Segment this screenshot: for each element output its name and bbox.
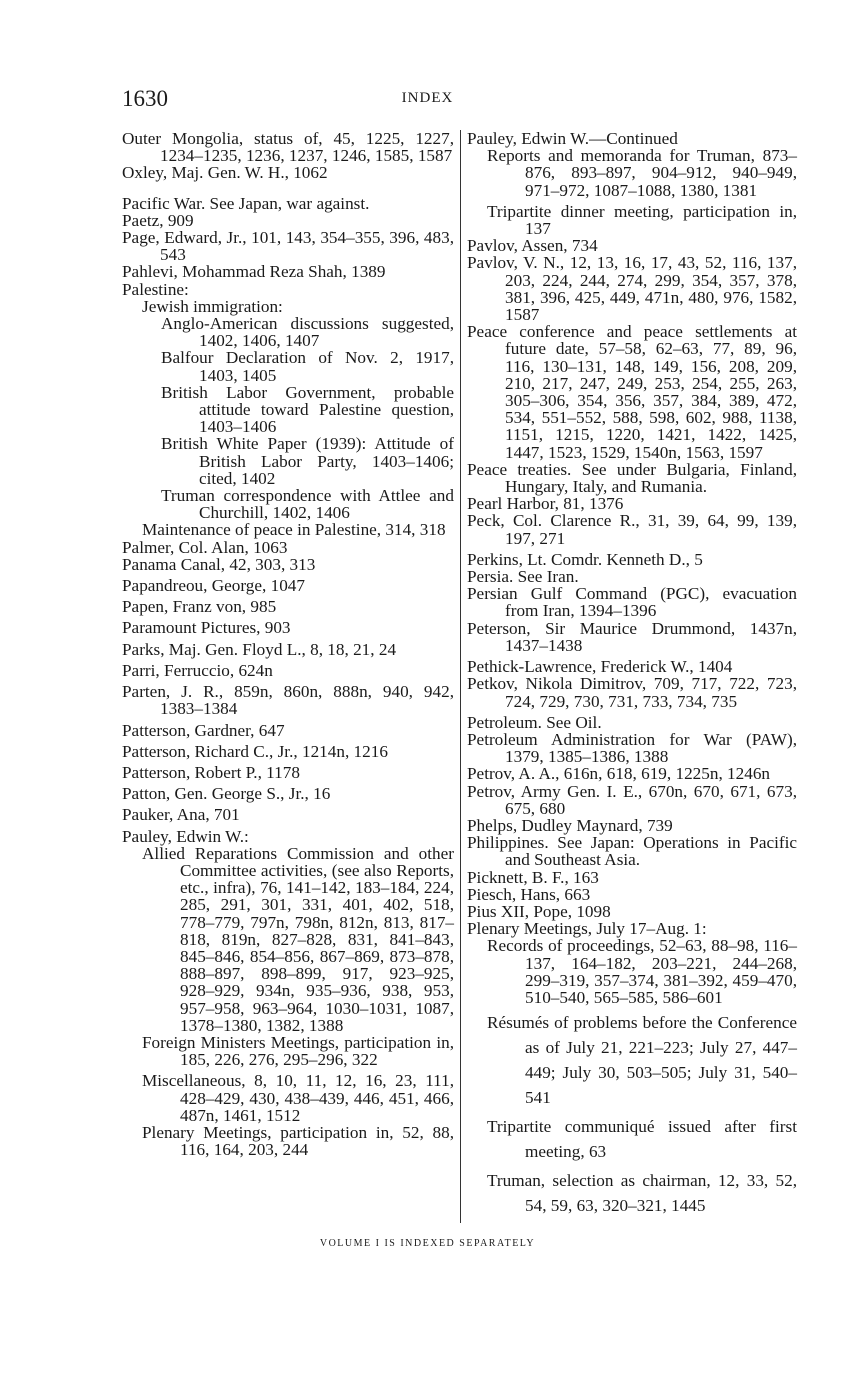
index-entry: British White Paper (1939): Attitude of British Labor Party, 1403–1406; cited, 1402	[161, 434, 454, 488]
index-entry: Pavlov, Assen, 734	[467, 236, 598, 256]
column-divider	[460, 130, 461, 1223]
index-entry: Records of proceedings, 52–63, 88–98, 116–137, 164–182, 203–221, 244–268, 299–319, 357–374, 381–392, 459–470, 510–540, 565–585, 586–601	[487, 936, 797, 1007]
index-entry: Paramount Pictures, 903	[122, 618, 291, 638]
index-entry: Papandreou, George, 1047	[122, 576, 305, 596]
index-entry: Persian Gulf Command (PGC), evacuation from Iran, 1394–1396	[467, 584, 797, 621]
index-entry: Miscellaneous, 8, 10, 11, 12, 16, 23, 111, 428–429, 430, 438–439, 446, 451, 466, 487n, 1461, 1512	[142, 1071, 454, 1125]
page-number: 1630	[122, 86, 168, 111]
index-entry: Parks, Maj. Gen. Floyd L., 8, 18, 21, 24	[122, 639, 397, 659]
index-entry: Phelps, Dudley Maynard, 739	[467, 815, 673, 835]
index-entry: Petrov, A. A., 616n, 618, 619, 1225n, 1246n	[467, 764, 771, 784]
index-entry: Paetz, 909	[122, 210, 194, 230]
index-entry: Page, Edward, Jr., 101, 143, 354–355, 396, 483, 543	[122, 228, 454, 265]
index-entry: Tripartite dinner meeting, participation in, 137	[487, 201, 797, 239]
index-entry: Petroleum Administration for War (PAW), 1379, 1385–1386, 1388	[467, 729, 797, 767]
index-entry: Peck, Col. Clarence R., 31, 39, 64, 99, 139, 197, 271	[467, 511, 797, 548]
index-entry: Plenary Meetings, participation in, 52, 88, 116, 164, 203, 244	[142, 1122, 454, 1160]
index-entry: Pauley, Edwin W.—Continued	[467, 129, 678, 148]
index-entry: Perkins, Lt. Comdr. Kenneth D., 5	[467, 549, 703, 569]
index-entry: Truman correspondence with Attlee and Churchill, 1402, 1406	[161, 486, 454, 523]
index-column-right	[467, 130, 797, 1218]
index-entry: Petroleum. See Oil.	[467, 712, 602, 732]
index-entry: Philippines. See Japan: Operations in Pacific and Southeast Asia.	[467, 833, 797, 870]
index-entry: Patterson, Gardner, 647	[122, 720, 285, 740]
index-entry: Persia. See Iran.	[467, 567, 579, 587]
index-entry: Outer Mongolia, status of, 45, 1225, 1227, 1234–1235, 1236, 1237, 1246, 1585, 1587	[122, 129, 454, 166]
index-entry: Picknett, B. F., 163	[467, 867, 599, 887]
index-entry: Pacific War. See Japan, war against.	[122, 193, 370, 213]
index-entry: Allied Reparations Commission and other Committee activities, (see also Reports, etc., infra), 76, 141–142, 183–184, 224, 285, 291, 301, 331, 401, 402, 518, 778–779, 797n, 798n, 812n, 813, 817–818, 819n, 827–828, 831, 841–843, 845–846, 854–856, 867–869, 873–878, 888–897, 898–899, 917, 923–925, 928–929, 934n, 935–936, 938, 953, 957–958, 963–964, 1030–1031, 1087, 1378–1380, 1382, 1388	[142, 843, 454, 1035]
index-entry: Pahlevi, Mohammad Reza Shah, 1389	[122, 262, 386, 282]
index-entry: Maintenance of peace in Palestine, 314, 318	[142, 520, 446, 540]
index-entry: Foreign Ministers Meetings, participation in, 185, 226, 276, 295–296, 322	[142, 1032, 454, 1070]
index-entry: Palestine:	[122, 279, 189, 299]
index-entry: Reports and memoranda for Truman, 873–876, 893–897, 904–912, 940–949, 971–972, 1087–1088, 1380, 1381	[487, 146, 797, 200]
index-entry: Pearl Harbor, 81, 1376	[467, 494, 624, 514]
index-column-left	[122, 130, 454, 1158]
index-entry: Peace conference and peace settlements at future date, 57–58, 62–63, 77, 89, 96, 116, 130–131, 148, 149, 156, 208, 209, 210, 217, 247, 249, 253, 254, 255, 263, 305–306, 354, 356, 357, 384, 389, 472, 534, 551–552, 588, 598, 602, 988, 1138, 1151, 1215, 1220, 1421, 1422, 1425, 1447, 1523, 1529, 1540n, 1563, 1597	[467, 322, 797, 462]
index-entry: Résumés of problems before the Conference as of July 21, 221–223; July 27, 447–449; July 30, 503–505; July 31, 540–541	[487, 1013, 797, 1108]
running-head: INDEX	[401, 90, 454, 106]
index-entry: Petrov, Army Gen. I. E., 670n, 670, 671, 673, 675, 680	[467, 781, 797, 818]
index-entry: Pauker, Ana, 701	[122, 805, 240, 825]
index-entry: Parten, J. R., 859n, 860n, 888n, 940, 942, 1383–1384	[122, 682, 454, 719]
index-entry: Patterson, Richard C., Jr., 1214n, 1216	[122, 741, 388, 761]
index-entry: Pius XII, Pope, 1098	[467, 901, 611, 921]
index-entry: Anglo-American discussions suggested, 1402, 1406, 1407	[161, 314, 454, 351]
index-entry: Patterson, Robert P., 1178	[122, 762, 300, 782]
index-entry: Papen, Franz von, 985	[122, 597, 277, 617]
index-entry: Oxley, Maj. Gen. W. H., 1062	[122, 163, 328, 183]
index-entry: Jewish immigration:	[142, 296, 283, 316]
index-entry: Truman, selection as chairman, 12, 33, 52, 54, 59, 63, 320–321, 1445	[487, 1171, 797, 1216]
index-entry: British Labor Government, probable attitude toward Palestine question, 1403–1406	[161, 382, 454, 437]
index-entry: Plenary Meetings, July 17–Aug. 1:	[467, 919, 707, 939]
index-entry: Pavlov, V. N., 12, 13, 16, 17, 43, 52, 116, 137, 203, 224, 244, 274, 299, 354, 357, 378, 381, 396, 425, 449, 471n, 480, 976, 1582, 1587	[467, 253, 797, 325]
index-entry: Piesch, Hans, 663	[467, 884, 591, 904]
index-entry: Peace treaties. See under Bulgaria, Finland, Hungary, Italy, and Rumania.	[467, 459, 797, 497]
index-entry: Panama Canal, 42, 303, 313	[122, 554, 316, 574]
index-entry: Balfour Declaration of Nov. 2, 1917, 1403, 1405	[161, 348, 454, 385]
index-entry: Palmer, Col. Alan, 1063	[122, 537, 288, 557]
index-entry: Pethick-Lawrence, Frederick W., 1404	[467, 657, 733, 677]
index-entry: Tripartite communiqué issued after first meeting, 63	[487, 1117, 797, 1162]
index-entry: Pauley, Edwin W.:	[122, 826, 249, 846]
index-entry: Parri, Ferruccio, 624n	[122, 660, 273, 680]
footer-note: VOLUME I IS INDEXED SEPARATELY	[319, 1238, 536, 1249]
index-entry: Patton, Gen. George S., Jr., 16	[122, 784, 331, 804]
index-entry: Peterson, Sir Maurice Drummond, 1437n, 1437–1438	[467, 618, 797, 655]
index-entry: Petkov, Nikola Dimitrov, 709, 717, 722, 723, 724, 729, 730, 731, 733, 734, 735	[467, 674, 797, 711]
